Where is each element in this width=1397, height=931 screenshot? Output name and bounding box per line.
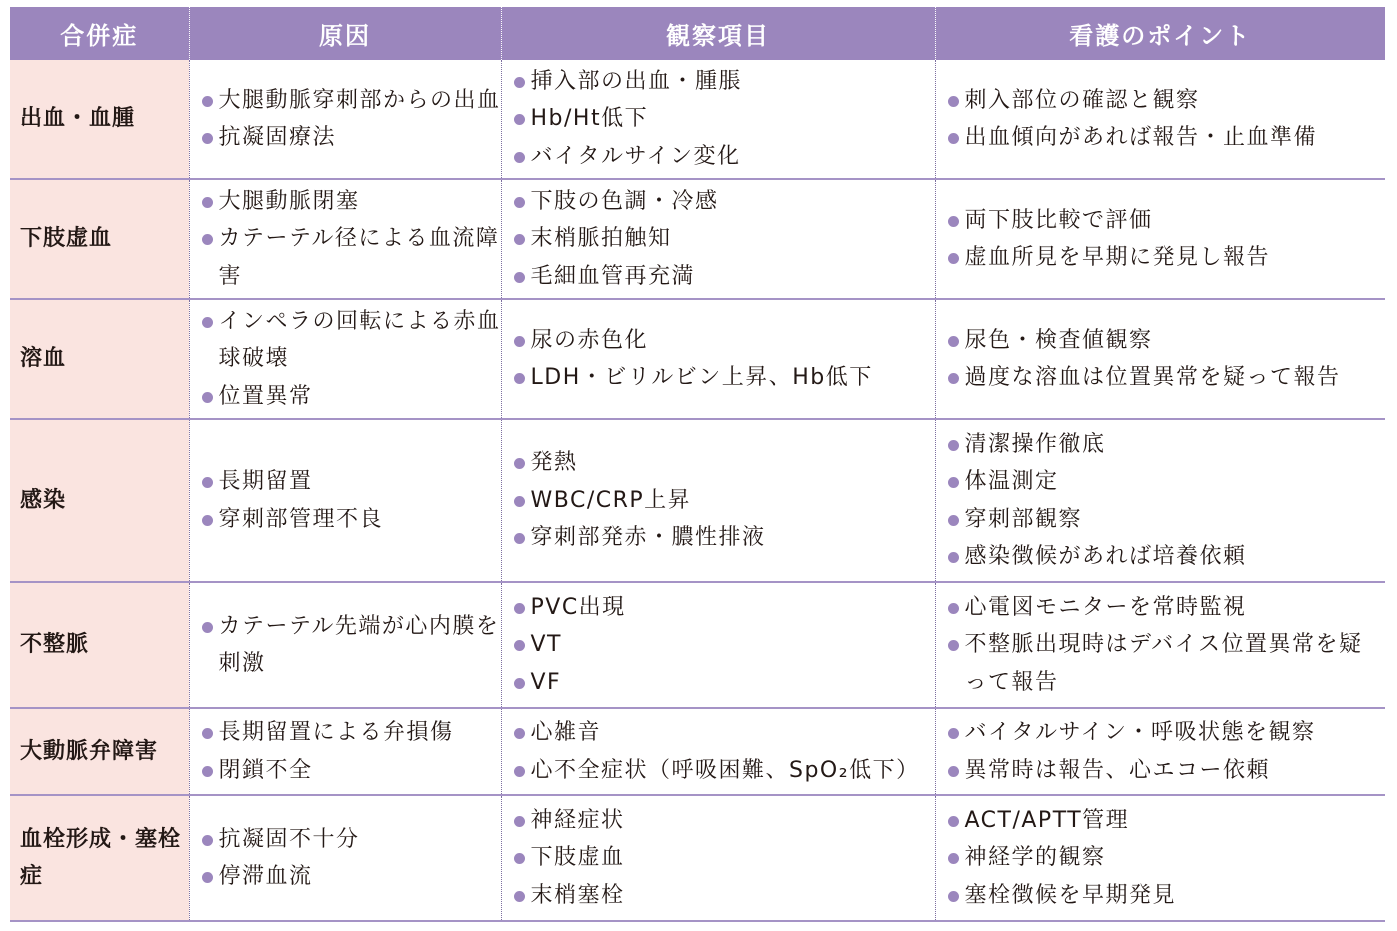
- complication-name: 感染: [10, 419, 189, 582]
- table-row: [10, 582, 1385, 708]
- nursing-cell: [935, 179, 1385, 299]
- list-item: 不整脈出現時はデバイス位置異常を疑って報告: [948, 626, 1386, 701]
- list-item: 抗凝固療法: [202, 119, 501, 157]
- list-item: カテーテル先端が心内膜を刺激: [202, 608, 501, 683]
- list-item: 清潔操作徹底: [948, 426, 1386, 464]
- complications-table: [10, 7, 1385, 922]
- list-item: 心不全症状（呼吸困難、SpO₂低下）: [514, 752, 935, 790]
- table-row: [10, 708, 1385, 795]
- observation-cell: [501, 60, 935, 179]
- observation-cell: [501, 582, 935, 708]
- list-item: 抗凝固不十分: [202, 821, 501, 859]
- cause-cell: [189, 299, 501, 419]
- list-item: VT: [514, 626, 935, 664]
- list-item: LDH・ビリルビン上昇、Hb低下: [514, 359, 935, 397]
- list-item: 下肢の色調・冷感: [514, 183, 935, 221]
- list-item: 末梢塞栓: [514, 877, 935, 915]
- header-cause: 原因: [189, 7, 501, 60]
- observation-cell: [501, 299, 935, 419]
- cause-cell: [189, 795, 501, 921]
- list-item: 出血傾向があれば報告・止血準備: [948, 119, 1386, 157]
- table-row: [10, 419, 1385, 582]
- nursing-cell: [935, 299, 1385, 419]
- complication-name: 溶血: [10, 299, 189, 419]
- nursing-cell: [935, 795, 1385, 921]
- list-item: 塞栓徴候を早期発見: [948, 877, 1386, 915]
- header-observation: 観察項目: [501, 7, 935, 60]
- complication-name: 出血・血腫: [10, 60, 189, 179]
- list-item: 下肢虚血: [514, 839, 935, 877]
- list-item: バイタルサイン・呼吸状態を観察: [948, 714, 1386, 752]
- observation-cell: [501, 419, 935, 582]
- table-row: [10, 299, 1385, 419]
- list-item: 穿刺部観察: [948, 501, 1386, 539]
- table-header: [10, 7, 1385, 60]
- list-item: 虚血所見を早期に発見し報告: [948, 239, 1386, 277]
- list-item: 両下肢比較で評価: [948, 202, 1386, 240]
- complication-name: 不整脈: [10, 582, 189, 708]
- list-item: WBC/CRP上昇: [514, 482, 935, 520]
- cause-cell: [189, 419, 501, 582]
- nursing-cell: [935, 419, 1385, 582]
- list-item: 発熱: [514, 444, 935, 482]
- list-item: 刺入部位の確認と観察: [948, 82, 1386, 120]
- nursing-cell: [935, 60, 1385, 179]
- header-nursing-points: 看護のポイント: [935, 7, 1385, 60]
- list-item: バイタルサイン変化: [514, 138, 935, 176]
- nursing-cell: [935, 582, 1385, 708]
- list-item: 尿色・検査値観察: [948, 322, 1386, 360]
- list-item: 末梢脈拍触知: [514, 220, 935, 258]
- list-item: 神経症状: [514, 802, 935, 840]
- list-item: 大腿動脈穿刺部からの出血: [202, 82, 501, 120]
- list-item: 過度な溶血は位置異常を疑って報告: [948, 359, 1386, 397]
- list-item: 大腿動脈閉塞: [202, 183, 501, 221]
- list-item: 心雑音: [514, 714, 935, 752]
- cause-cell: [189, 179, 501, 299]
- cause-cell: [189, 60, 501, 179]
- list-item: 挿入部の出血・腫脹: [514, 63, 935, 101]
- list-item: 長期留置による弁損傷: [202, 714, 501, 752]
- table-row: [10, 179, 1385, 299]
- list-item: 穿刺部管理不良: [202, 501, 501, 539]
- list-item: 長期留置: [202, 463, 501, 501]
- cause-cell: [189, 708, 501, 795]
- list-item: 体温測定: [948, 463, 1386, 501]
- complication-name: 血栓形成・塞栓症: [10, 795, 189, 921]
- complication-name: 大動脈弁障害: [10, 708, 189, 795]
- header-complication: 合併症: [10, 7, 189, 60]
- list-item: 尿の赤色化: [514, 322, 935, 360]
- observation-cell: [501, 795, 935, 921]
- list-item: 閉鎖不全: [202, 752, 501, 790]
- list-item: 停滞血流: [202, 858, 501, 896]
- cause-cell: [189, 582, 501, 708]
- list-item: 毛細血管再充満: [514, 258, 935, 296]
- observation-cell: [501, 179, 935, 299]
- table-row: [10, 60, 1385, 179]
- list-item: PVC出現: [514, 589, 935, 627]
- observation-cell: [501, 708, 935, 795]
- list-item: ACT/APTT管理: [948, 802, 1386, 840]
- list-item: 感染徴候があれば培養依頼: [948, 538, 1386, 576]
- list-item: 位置異常: [202, 378, 501, 416]
- list-item: 心電図モニターを常時監視: [948, 589, 1386, 627]
- list-item: 神経学的観察: [948, 839, 1386, 877]
- list-item: VF: [514, 664, 935, 702]
- complication-name: 下肢虚血: [10, 179, 189, 299]
- list-item: 穿刺部発赤・膿性排液: [514, 519, 935, 557]
- list-item: インペラの回転による赤血球破壊: [202, 303, 501, 378]
- list-item: Hb/Ht低下: [514, 100, 935, 138]
- list-item: 異常時は報告、心エコー依頼: [948, 752, 1386, 790]
- nursing-cell: [935, 708, 1385, 795]
- list-item: カテーテル径による血流障害: [202, 220, 501, 295]
- table-row: [10, 795, 1385, 921]
